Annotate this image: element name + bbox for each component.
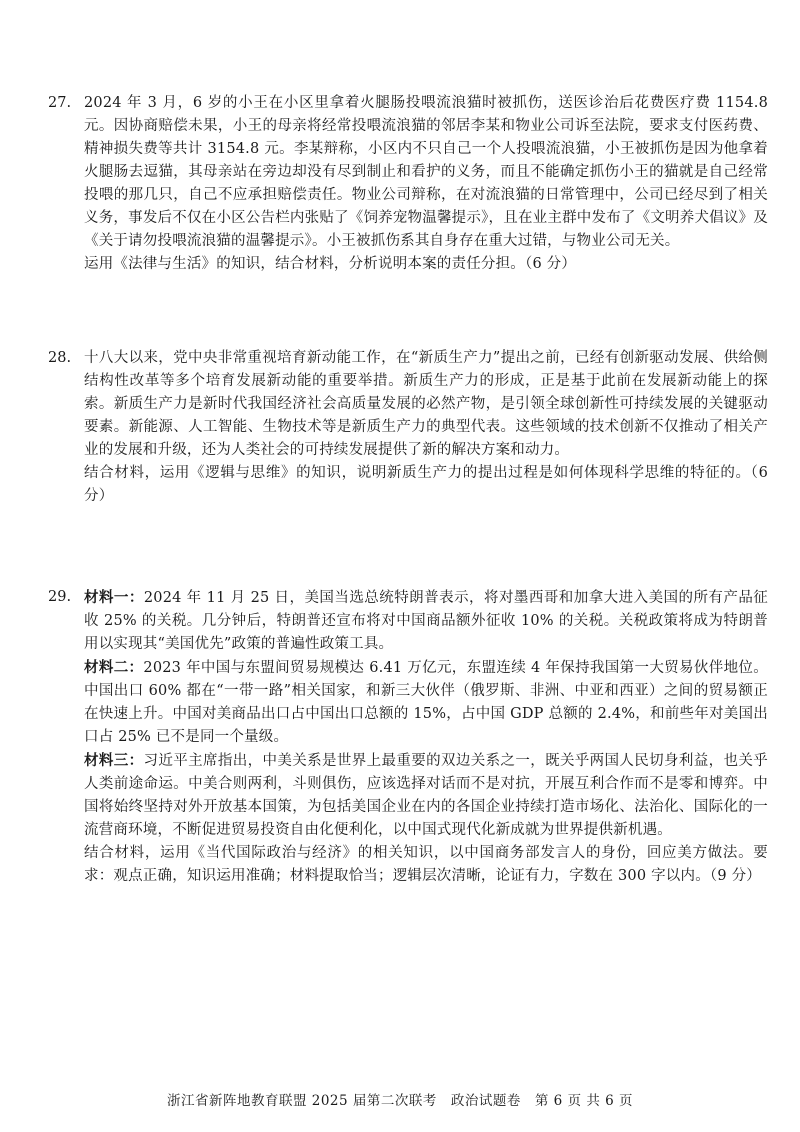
material-three (84, 749, 768, 842)
material-label: 材料二： (84, 659, 144, 676)
material-text: 2024 年 11 月 25 日，美国当选总统特朗普表示，将对墨西哥和加拿大进入美国的所有产品征收 25% 的关税。几分钟后，特朗普还宣布将对中国商品额外征收 10% 的关税。关税政策将成为特朗普用以实现其“美国优先”政策的普遍性政策工具。 (84, 590, 768, 652)
material-one (84, 586, 768, 656)
question-body (84, 586, 768, 888)
question-task: 运用《法律与生活》的知识，结合材料，分析说明本案的责任分担。（6 分） (84, 256, 577, 272)
question-29 (48, 586, 768, 888)
question-task: 结合材料，运用《当代国际政治与经济》的相关知识，以中国商务部发言人的身份，回应美方做法。要求：观点正确，知识运用准确；材料提取恰当；逻辑层次清晰，论证有力，字数在 300 字以内。（9 分） (84, 845, 768, 884)
material-text: 2023 年中国与东盟间贸易规模达 6.41 万亿元，东盟连续 4 年保持我国第一大贸易伙伴地位。中国出口 60% 都在“一带一路”相关国家，和新三大伙伴（俄罗斯、非洲、中亚和西亚）之间的贸易额正在快速上升。中国对美商品出口占中国出口总额的 15%，占中国 GDP 总额的 2.4%，和前些年对美国出口占 25% 已不是同一个量级。 (84, 660, 768, 745)
material-label: 材料三： (84, 752, 144, 769)
material-text: 习近平主席指出，中美关系是世界上最重要的双边关系之一，既关乎两国人民切身利益，也关乎人类前途命运。中美合则两利，斗则俱伤，应该选择对话而不是对抗，开展互利合作而不是零和博弈。中国将始终坚持对外开放基本国策，为包括美国企业在内的各国企业持续打造市场化、法治化、国际化的一流营商环境，不断促进贸易投资自由化便利化，以中国式现代化新成就为世界提供新机遇。 (84, 753, 768, 838)
material-two (84, 656, 768, 749)
page-footer: 浙江省新阵地教育联盟 2025 届第二次联考 政治试题卷 第 6 页 共 6 页 (166, 1093, 634, 1109)
question-27 (48, 92, 768, 276)
question-28 (48, 347, 768, 508)
question-body (84, 92, 768, 276)
question-material: 十八大以来，党中央非常重视培育新动能工作，在“新质生产力”提出之前，已经有创新驱动发展、供给侧结构性改革等多个培育发展新动能的重要举措。新质生产力的形成，正是基于此前在发展新动能上的探索。新质生产力是新时代我国经济社会高质量发展的必然产物，是引领全球创新性可持续发展的关键驱动要素。新能源、人工智能、生物技术等是新质生产力的典型代表。这些领域的技术创新不仅推动了相关产业的发展和升级，还为人类社会的可持续发展提供了新的解决方案和动力。 (84, 350, 768, 458)
question-body (84, 347, 768, 508)
question-number: 27. (48, 95, 72, 111)
question-material: 2024 年 3 月，6 岁的小王在小区里拿着火腿肠投喂流浪猫时被抓伤，送医诊治后花费医疗费 1154.8 元。因协商赔偿未果，小王的母亲将经常投喂流浪猫的邻居李某和物业公司诉至法院，要求支付医药费、精神损失费等共计 3154.8 元。李某辩称，小区内不只自己一个人投喂流浪猫，小王被抓伤是因为他拿着火腿肠去逗猫，其母亲站在旁边却没有尽到制止和看护的义务，而且不能确定抓伤小王的猫就是自己经常投喂的那几只，自己不应承担赔偿责任。物业公司辩称，在对流浪猫的日常管理中，公司已经尽到了相关义务，事发后不仅在小区公告栏内张贴了《饲养宠物温馨提示》，且在业主群中发布了《文明养犬倡议》及《关于请勿投喂流浪猫的温馨提示》。小王被抓伤系其自身存在重大过错，与物业公司无关。 (84, 95, 768, 249)
question-number: 28. (48, 350, 72, 366)
question-number: 29. (48, 589, 72, 605)
material-label: 材料一： (84, 589, 144, 606)
question-task: 结合材料，运用《逻辑与思维》的知识，说明新质生产力的提出过程是如何体现科学思维的特征的。（6 分） (84, 465, 768, 504)
